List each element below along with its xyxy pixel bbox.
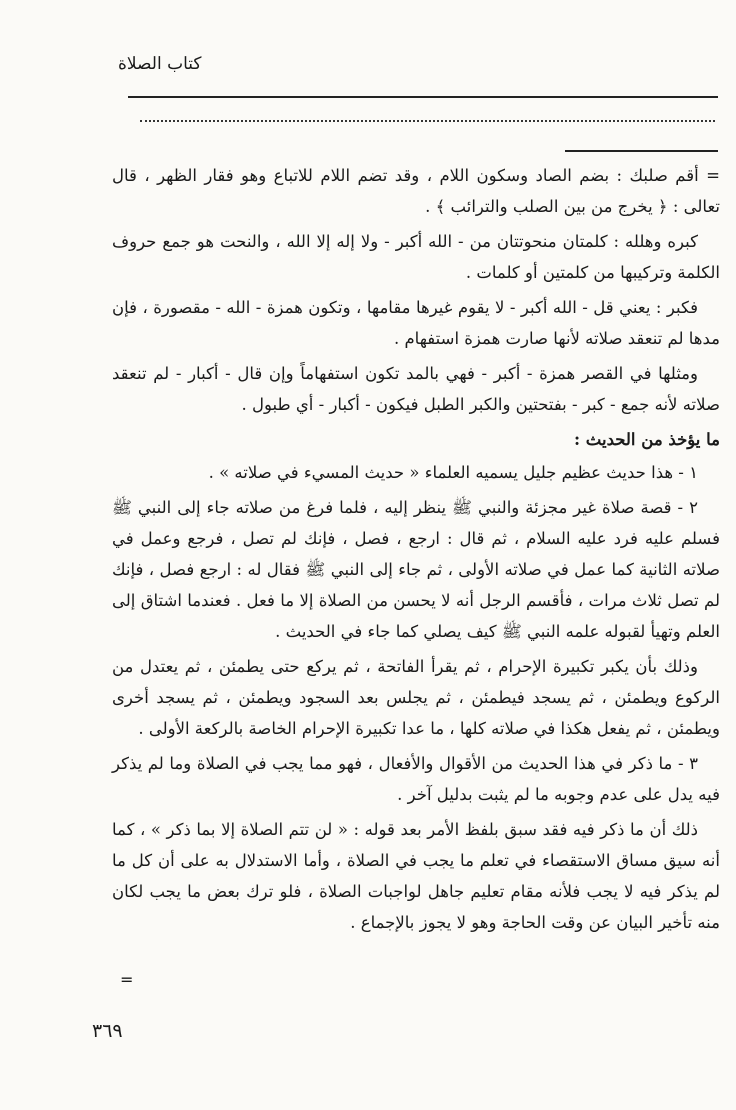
header-rule bbox=[128, 96, 718, 98]
list-item-2: ٢ - قصة صلاة غير مجزئة والنبي ﷺ ينظر إليه ، فلما فرغ من صلاته جاء إلى النبي ﷺ فسلم عليه فرد عليه السلام ، ثم قال : ارجع ، فصل ، فإنك لم تصل ، فرجع وعمل في صلاته الثانية كما عمل في صلاته الأولى ، ثم جاء إلى النبي ﷺ فقال له : ارجع فصل ، فإنك لم تصل ثلاث مرات ، فأقسم الرجل أنه لا يحسن من الصلاة إلا ما فعل . فعندما اشتاق إلى العلم وتهيأ لقبوله علمه النبي ﷺ كيف يصلي كما جاء في الحديث . bbox=[112, 498, 720, 641]
page-number: ٣٦٩ bbox=[92, 1020, 123, 1042]
list-item-1: ١ - هذا حديث عظيم جليل يسميه العلماء « حديث المسيء في صلاته » . bbox=[208, 463, 698, 482]
dotted-separator bbox=[140, 106, 715, 122]
paragraph-definition-fakabbir: فكبر : يعني قل - الله أكبر - لا يقوم غيرها مقامها ، وتكون همزة - الله - مقصورة ، فإن مدها لم تنعقد صلاته لأنها صارت همزة استفهام . bbox=[112, 298, 720, 348]
commentary-body bbox=[112, 160, 720, 942]
list-item-3: ٣ - ما ذكر في هذا الحديث من الأقوال والأفعال ، فهو مما يجب في الصلاة وما لم يذكر فيه يدل على عدم وجوبه ما لم يثبت بدليل آخر . bbox=[112, 754, 720, 804]
footnote-rule bbox=[565, 150, 718, 152]
list-item-3-continued: ذلك أن ما ذكر فيه فقد سبق بلفظ الأمر بعد قوله : « لن تتم الصلاة إلا بما ذكر » ، كما أنه سيق مساق الاستقصاء في تعلم ما يجب في الصلاة ، وأما الاستدلال به على أن كل ما لم يذكر فيه لا يجب فلأنه مقام تعليم جاهل لواجبات الصلاة ، فلو ترك بعض ما يجب لكان منه تأخير البيان عن وقت الحاجة وهو لا يجوز بالإجماع . bbox=[112, 820, 720, 932]
paragraph-definition-kabbarahu: كبره وهلله : كلمتان منحوتتان من - الله أكبر - ولا إله إلا الله ، والنحت هو جمع حروف الكلمة وتركيبها من كلمتين أو كلمات . bbox=[112, 232, 720, 282]
running-header-title: كتاب الصلاة bbox=[118, 54, 202, 74]
section-heading: ما يؤخذ من الحديث : bbox=[573, 430, 720, 449]
list-item-2-continued: وذلك بأن يكبر تكبيرة الإحرام ، ثم يقرأ الفاتحة ، ثم يركع حتى يطمئن ، ثم يعتدل من الركوع ويطمئن ، ثم يسجد فيطمئن ، ثم يجلس بعد السجود ويطمئن ، ثم يسجد أخرى ويطمئن ، ثم يفعل هكذا في صلاته كلها ، ما عدا تكبيرة الإحرام الخاصة بالركعة الأولى . bbox=[112, 657, 720, 738]
paragraph-definition-sulb: = أقم صلبك : بضم الصاد وسكون اللام ، وقد تضم اللام للاتباع وهو فقار الظهر ، قال تعالى : ﴿ يخرج من بين الصلب والترائب ﴾ . bbox=[112, 166, 720, 216]
continuation-mark: = bbox=[120, 970, 134, 989]
paragraph-definition-akbar: ومثلها في القصر همزة - أكبر - فهي بالمد تكون استفهاماً وإن قال - أكبار - لم تنعقد صلاته لأنه جمع - كبر - بفتحتين والكبر الطبل فيكون - أكبار - أي طبول . bbox=[112, 364, 720, 414]
